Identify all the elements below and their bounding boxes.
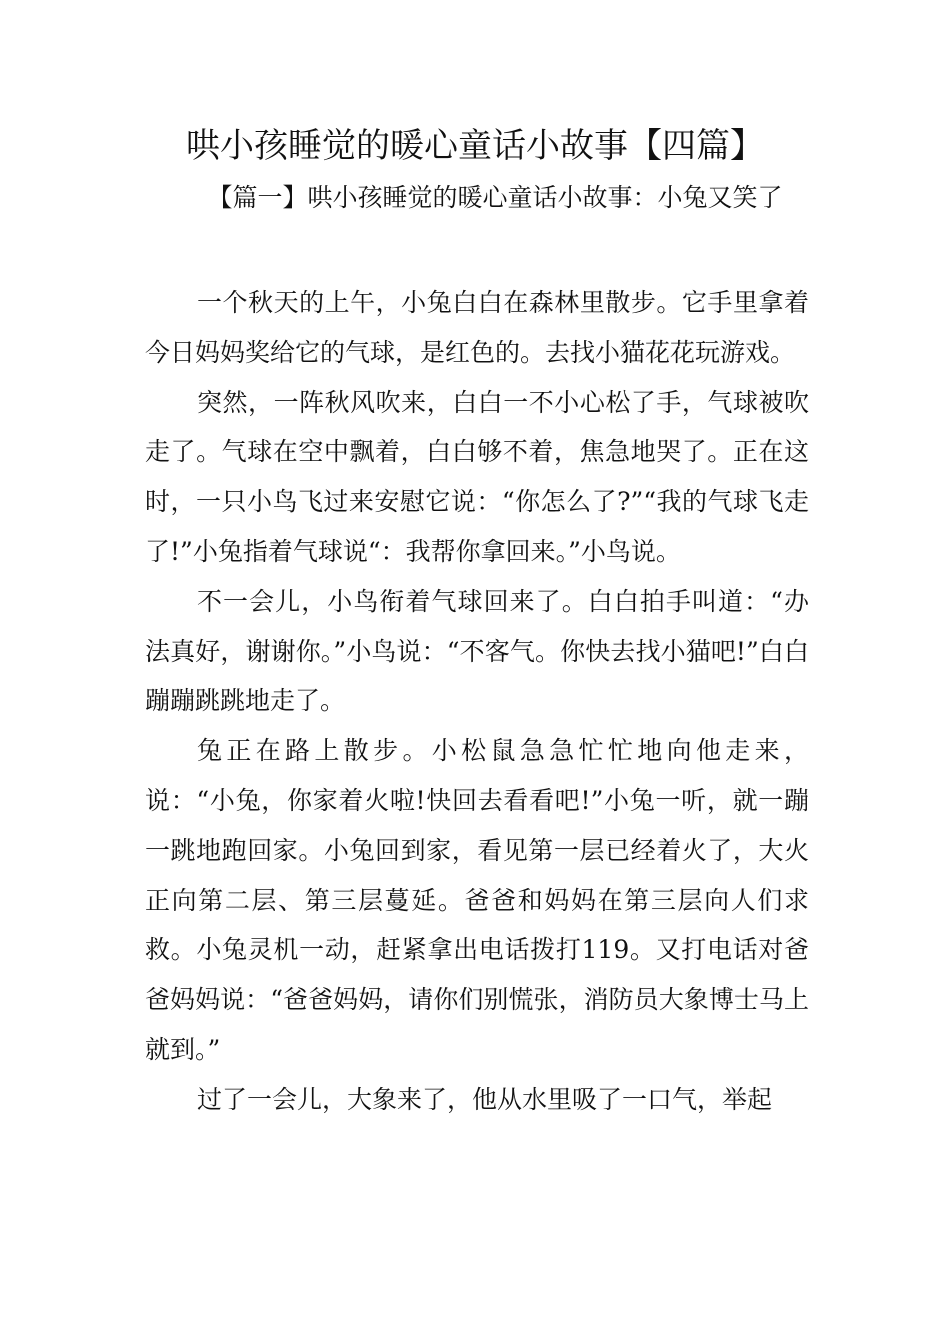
section-heading: 【篇一】哄小孩睡觉的暖心童话小故事：小兔又笑了 (207, 183, 783, 212)
paragraph: 不一会儿，小鸟衔着气球回来了。白白拍手叫道：“办法真好，谢谢你。”小鸟说：“不客气。你快去找小猫吧!”白白蹦蹦跳跳地走了。 (145, 586, 809, 716)
paragraph: 兔正在路上散步。小松鼠急急忙忙地向他走来，说：“小兔，你家着火啦!快回去看看吧!”小兔一听，就一蹦一跳地跑回家。小兔回到家，看见第一层已经着火了，大火正向第二层、第三层蔓延。爸爸和妈妈在第三层向人们求救。小兔灵机一动，赶紧拿出电话拨打119。又打电话对爸爸妈妈说：“爸爸妈妈，请你们别慌张，消防员大象博士马上就到。” (145, 736, 809, 1064)
document-title: 哄小孩睡觉的暖心童话小故事【四篇】 (186, 126, 764, 166)
story-body (145, 278, 809, 1125)
paragraph: 突然，一阵秋风吹来，白白一不小心松了手，气球被吹走了。气球在空中飘着，白白够不着，焦急地哭了。正在这时，一只小鸟飞过来安慰它说：“你怎么了?”“我的气球飞走了!”小兔指着气球说“：我帮你拿回来。”小鸟说。 (145, 387, 809, 566)
paragraph: 过了一会儿，大象来了，他从水里吸了一口气，举起 (197, 1084, 773, 1114)
paragraph: 一个秋天的上午，小兔白白在森林里散步。它手里拿着今日妈妈奖给它的气球，是红色的。去找小猫花花玩游戏。 (145, 288, 809, 367)
